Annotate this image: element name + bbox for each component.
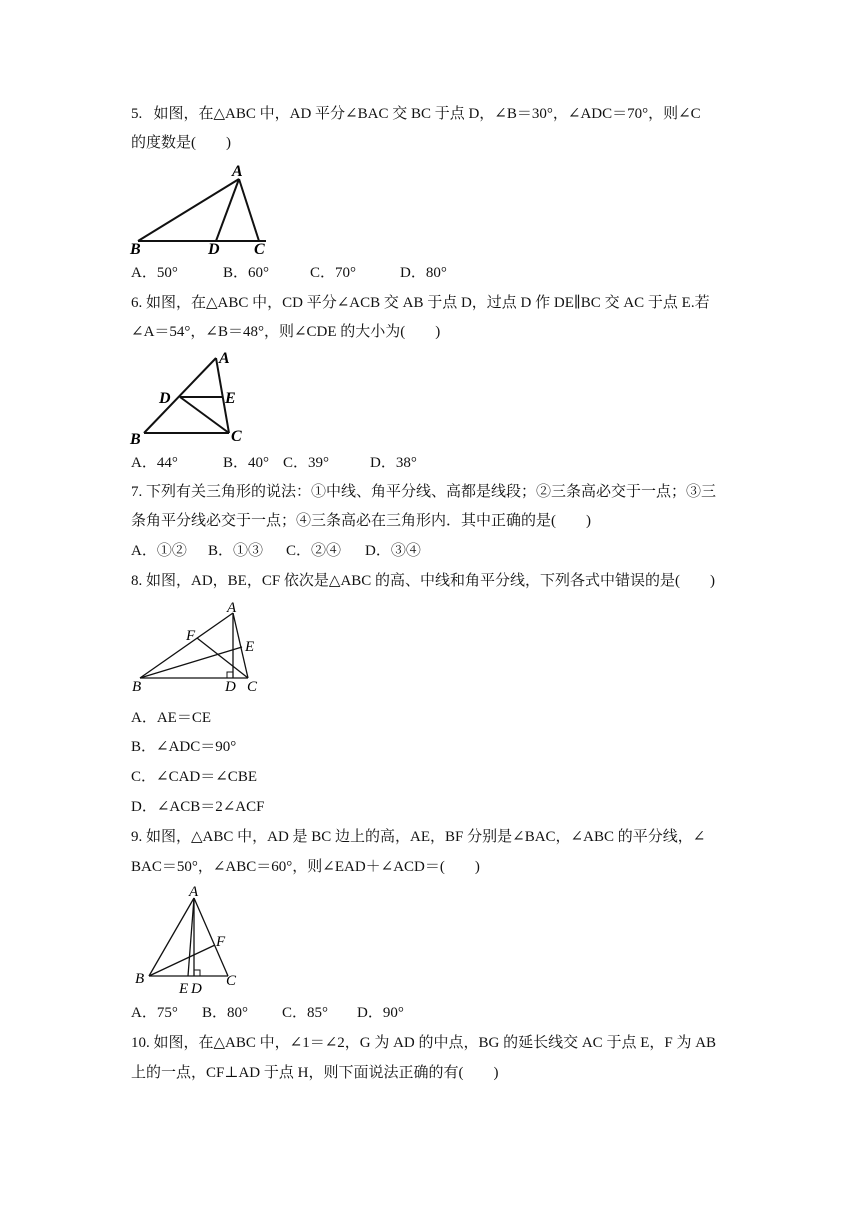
q6-label-b: B [130,431,141,448]
q9-option-d[interactable]: D．90° [357,1005,404,1021]
q6-option-b[interactable]: B．40° [223,455,270,471]
q9-label-f: F [216,934,226,950]
q6-label-e: E [225,390,236,407]
q9-option-a[interactable]: A．75° [131,1005,178,1021]
q5-label-a: A [232,163,243,180]
q7-option-c[interactable]: C．②④ [286,543,342,559]
q9-label-e: E [179,981,189,997]
q9-options [131,1003,404,1023]
q8-option-c[interactable]: C．∠CAD＝∠CBE [131,769,257,785]
q8-label-b: B [132,679,142,695]
q6-figure [128,345,258,450]
q6-label-c: C [231,428,242,445]
q8-label-c: C [247,679,258,695]
q7-text-line2: 条角平分线必交于一点；④三条高必在三角形内．其中正确的是( ) [131,513,591,529]
q5-options [131,263,447,283]
q5-option-c[interactable]: C．70° [310,265,357,281]
q9-label-b: B [135,971,145,987]
q8-label-a: A [227,600,237,616]
q5-label-c: C [254,241,265,258]
q5-label-b: B [130,241,141,258]
q9-figure [128,882,248,997]
q8-label-e: E [245,639,255,655]
q7-options [131,541,421,561]
q9-label-c: C [226,973,237,989]
q8-text-line1: 8. 如图，AD，BE，CF 依次是△ABC 的高、中线和角平分线，下列各式中错误的是( ) [131,573,716,589]
q5-option-a[interactable]: A．50° [131,265,178,281]
q9-text-line1: 9. 如图，△ABC 中，AD 是 BC 边上的高，AE，BF 分别是∠BAC，∠ABC 的平分线，∠ [131,829,706,845]
q5-option-d[interactable]: D．80° [400,265,447,281]
q5-label-d: D [208,241,220,258]
q9-text-line2: BAC＝50°，∠ABC＝60°，则∠EAD＋∠ACD＝( ) [131,859,480,875]
q7-option-b[interactable]: B．①③ [208,543,264,559]
q6-option-d[interactable]: D．38° [370,455,417,471]
q9-label-d: D [191,981,202,997]
q6-option-a[interactable]: A．44° [131,455,178,471]
q6-text-line1: 6. 如图，在△ABC 中，CD 平分∠ACB 交 AB 于点 D，过点 D 作 DE∥BC 交 AC 于点 E.若 [131,295,710,311]
q7-option-d[interactable]: D．③④ [365,543,421,559]
q9-label-a: A [189,884,199,900]
q8-label-f: F [186,628,196,644]
q8-option-d[interactable]: D．∠ACB＝2∠ACF [131,799,265,815]
q5-text-line1: 5. 如图，在△ABC 中，AD 平分∠BAC 交 BC 于点 D，∠B＝30°，∠ADC＝70°，则∠C [131,106,701,122]
q7-text-line1: 7. 下列有关三角形的说法：①中线、角平分线、高都是线段；②三条高必交于一点；③三 [131,484,717,500]
q10-text-line2: 上的一点，CF⊥AD 于点 H，则下面说法正确的有( ) [131,1065,499,1081]
q6-label-a: A [219,350,230,367]
q8-option-a[interactable]: A．AE＝CE [131,710,211,726]
q5-option-b[interactable]: B．60° [223,265,270,281]
q6-options [131,453,417,473]
q5-figure [128,160,278,260]
q7-option-a[interactable]: A．①② [131,543,187,559]
q8-label-d: D [225,679,236,695]
q6-label-d: D [159,390,171,407]
q5-text-line2: 的度数是( ) [131,135,231,151]
q10-text-line1: 10. 如图，在△ABC 中，∠1＝∠2，G 为 AD 的中点，BG 的延长线交 AC 于点 E，F 为 AB [131,1035,717,1051]
q6-text-line2: ∠A＝54°，∠B＝48°，则∠CDE 的大小为( ) [131,324,441,340]
q6-option-c[interactable]: C．39° [283,455,330,471]
q8-option-b[interactable]: B．∠ADC＝90° [131,739,237,755]
q9-option-c[interactable]: C．85° [282,1005,329,1021]
q9-option-b[interactable]: B．80° [202,1005,249,1021]
q8-figure [128,598,268,698]
